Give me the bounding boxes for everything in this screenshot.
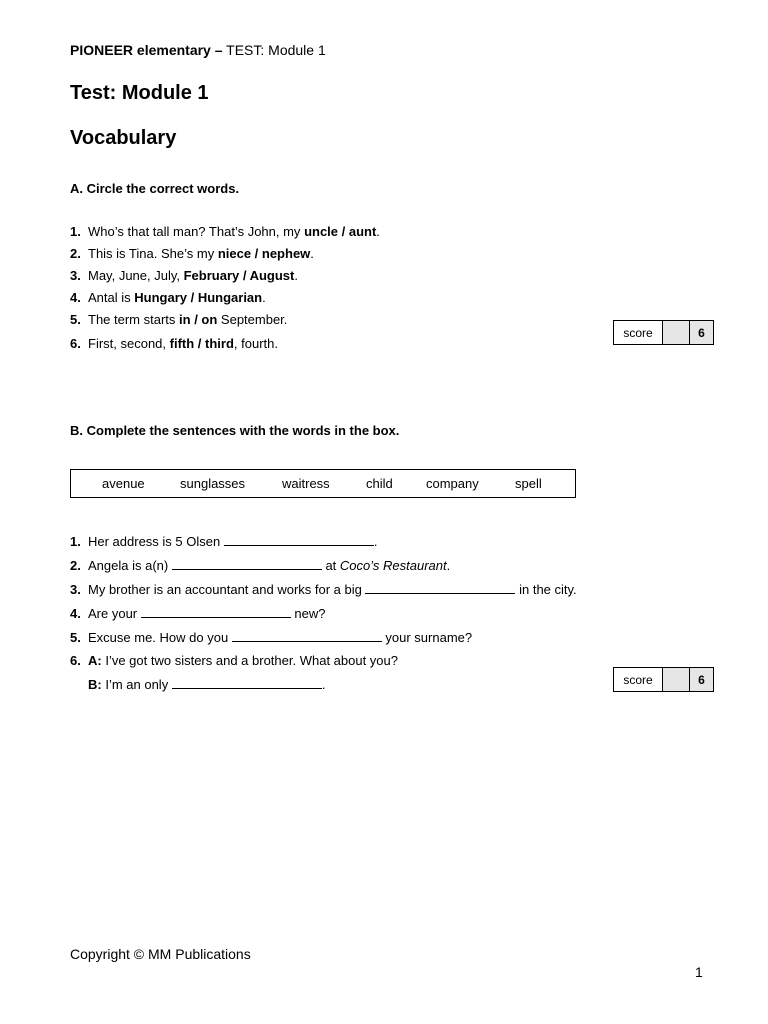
answer-blank[interactable] [365, 582, 515, 594]
running-header [70, 42, 326, 58]
item-text: new? [290, 606, 326, 621]
item-number: 4. [70, 606, 81, 621]
item-text: . [446, 558, 451, 573]
score-entry-cell[interactable] [663, 321, 690, 344]
word-box-item: child [366, 476, 393, 491]
item-text: Are your [88, 606, 141, 621]
item-number: 2. [70, 558, 81, 573]
item-text: Excuse me. How do you [88, 630, 232, 645]
part-a-item-5 [70, 312, 287, 328]
part-b-item-6b [70, 677, 325, 693]
item-number: 5. [70, 630, 81, 645]
item-number: 6. [70, 336, 81, 351]
part-a-item-6 [70, 336, 278, 352]
answer-blank[interactable] [224, 534, 374, 546]
item-text: September. [217, 312, 288, 327]
restaurant-name: Coco’s Restaurant [339, 558, 447, 573]
word-box [70, 469, 576, 498]
part-a-instruction: A. Circle the correct words. [70, 181, 240, 196]
section-title: Vocabulary [70, 127, 177, 149]
part-b-item-5 [70, 630, 472, 646]
item-text: This is Tina. She’s my [88, 246, 218, 261]
item-text: Antal is [88, 290, 135, 305]
answer-blank[interactable] [172, 677, 322, 689]
item-text: Her address is 5 Olsen [88, 534, 224, 549]
page-number: 1 [695, 964, 703, 980]
part-b-item-1 [70, 534, 377, 550]
item-text: your surname? [381, 630, 473, 645]
score-entry-cell[interactable] [663, 668, 690, 691]
item-number: 2. [70, 246, 81, 261]
item-text: The term starts [88, 312, 180, 327]
word-box-item: company [426, 476, 479, 491]
part-a-item-3 [70, 268, 298, 284]
part-a-item-4 [70, 290, 266, 306]
item-number: 1. [70, 224, 81, 239]
score-label: score [614, 668, 663, 691]
item-text: My brother is an accountant and works for a big [88, 582, 366, 597]
answer-choice[interactable]: in / on [179, 312, 218, 327]
item-text: . [373, 534, 378, 549]
item-text: . [321, 677, 326, 692]
part-b-instruction: B. Complete the sentences with the words in the box. [70, 423, 400, 438]
word-box-item: sunglasses [180, 476, 246, 491]
item-text: First, second, [88, 336, 170, 351]
part-b-score-box [613, 667, 714, 692]
answer-choice[interactable]: Hungary / Hungarian [134, 290, 263, 305]
score-max: 6 [690, 668, 713, 691]
part-b-item-6a [70, 653, 398, 669]
answer-choice[interactable]: fifth / third [169, 336, 234, 351]
item-number: 3. [70, 582, 81, 597]
item-text: I’ve got two sisters and a brother. What about you? [101, 653, 398, 668]
item-text: at [321, 558, 340, 573]
part-a-item-1 [70, 224, 380, 240]
part-b-item-3 [70, 582, 577, 598]
score-label: score [614, 321, 663, 344]
score-max: 6 [690, 321, 713, 344]
item-number: 3. [70, 268, 81, 283]
copyright-footer: Copyright © MM Publications [70, 946, 251, 962]
item-number: 1. [70, 534, 81, 549]
part-b-item-4 [70, 606, 325, 622]
item-number: 5. [70, 312, 81, 327]
word-box-item: spell [515, 476, 542, 491]
page-title: Test: Module 1 [70, 82, 209, 104]
item-text: I’m an only [101, 677, 172, 692]
part-a-item-2 [70, 246, 314, 262]
item-text: in the city. [515, 582, 577, 597]
item-text: . [310, 246, 314, 261]
brand-name: PIONEER elementary – [70, 42, 223, 58]
part-a-score-box [613, 320, 714, 345]
speaker-label: B: [88, 677, 102, 692]
item-text: , fourth. [233, 336, 278, 351]
item-text: . [294, 268, 298, 283]
header-subtitle: TEST: Module 1 [226, 42, 326, 58]
speaker-label: A: [88, 653, 102, 668]
word-box-item: waitress [282, 476, 330, 491]
answer-choice[interactable]: February / August [183, 268, 295, 283]
item-number: 4. [70, 290, 81, 305]
answer-choice[interactable]: uncle / aunt [304, 224, 377, 239]
item-number: 6. [70, 653, 81, 668]
part-b-item-2 [70, 558, 450, 574]
answer-blank[interactable] [232, 630, 382, 642]
word-box-item: avenue [102, 476, 145, 491]
answer-blank[interactable] [141, 606, 291, 618]
item-text: May, June, July, [88, 268, 184, 283]
answer-choice[interactable]: niece / nephew [217, 246, 311, 261]
item-text: Angela is a(n) [88, 558, 172, 573]
item-text: . [262, 290, 266, 305]
answer-blank[interactable] [172, 558, 322, 570]
item-text: Who’s that tall man? That’s John, my [88, 224, 305, 239]
item-text: . [376, 224, 380, 239]
